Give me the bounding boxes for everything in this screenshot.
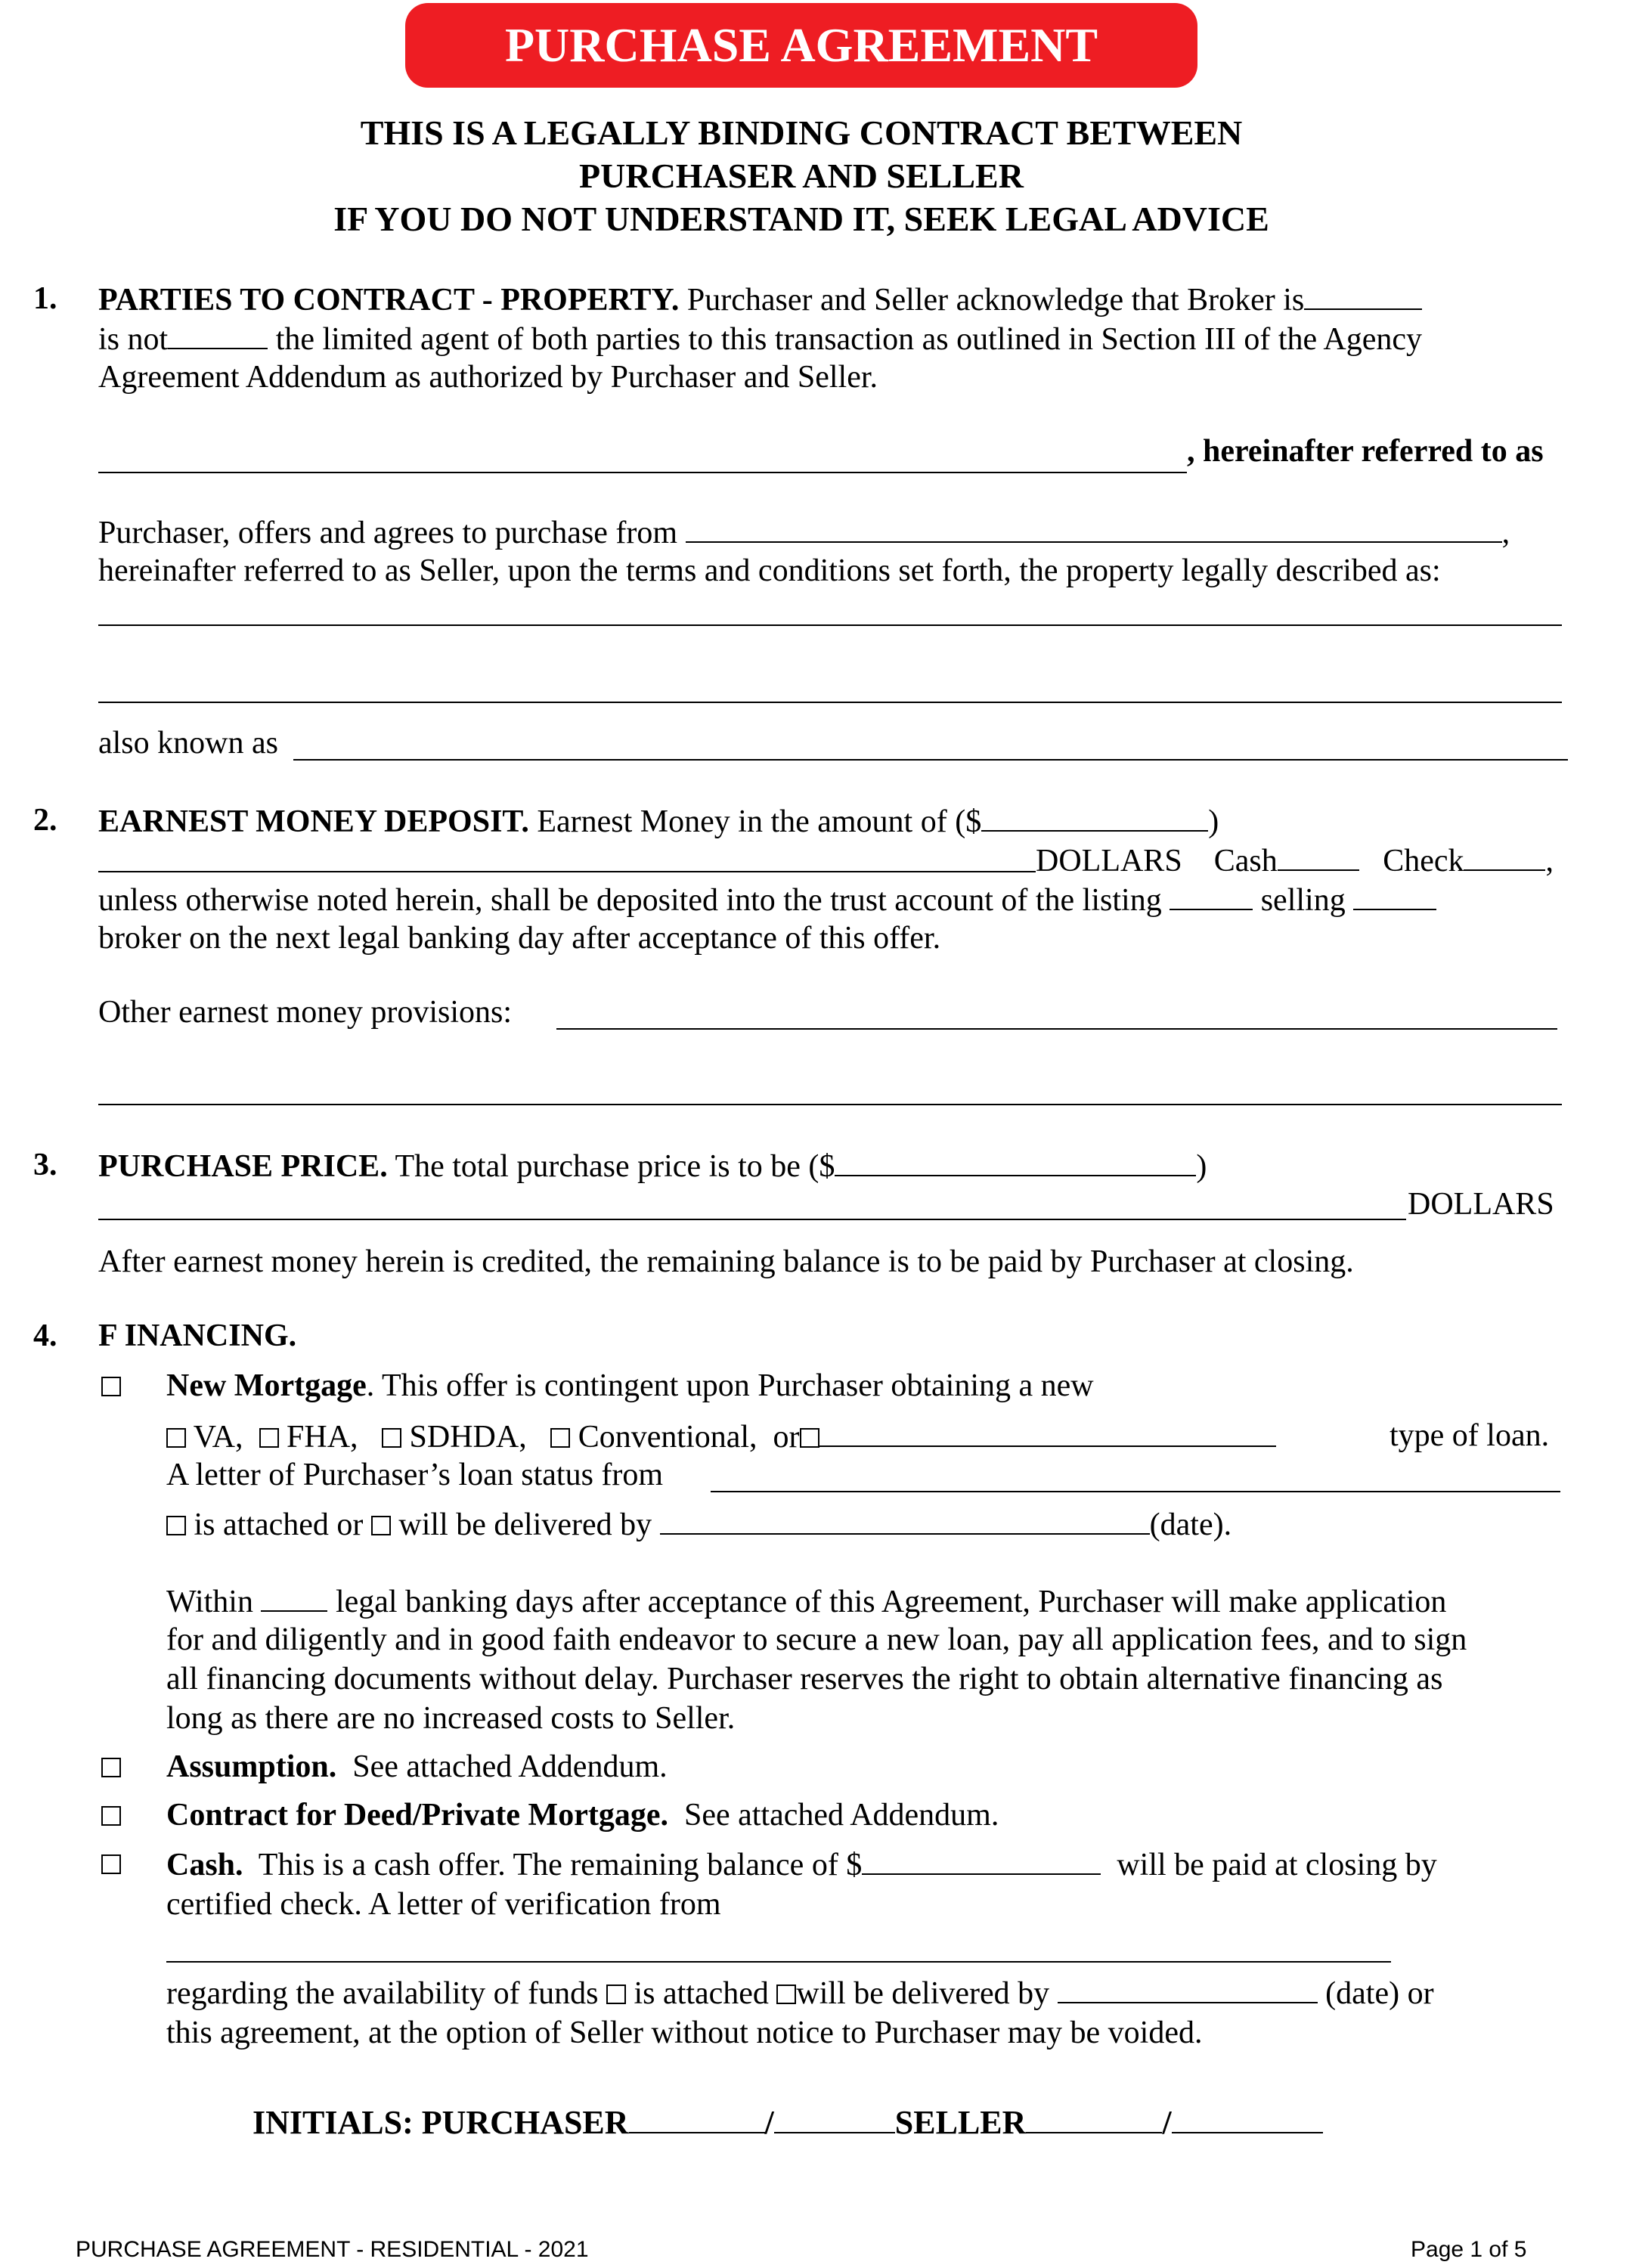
selling-broker-field[interactable] [1353,880,1436,910]
certified-line: certified check. A letter of verification from [166,1887,721,1922]
voided-line: this agreement, at the option of Seller without notice to Purchaser may be voided. [166,2015,1203,2050]
selling-label: selling [1260,883,1346,918]
checkbox-icon [166,1428,186,1448]
other-loan-type-field[interactable] [819,1417,1276,1447]
checkbox-icon [166,1516,186,1535]
other-provisions-line [98,993,512,1031]
lender-name-field[interactable] [711,1491,1560,1492]
conventional-option[interactable] [550,1420,757,1455]
funds-date-field[interactable] [1058,1973,1318,2003]
assumption-line [166,1748,668,1786]
checkbox-icon [101,1854,121,1874]
section-2-heading: EARNEST MONEY DEPOSIT. [98,804,529,839]
checkbox-icon [101,1806,121,1826]
or-label: or [773,1420,800,1455]
checkbox-icon [550,1428,570,1448]
earnest-check-comma: , [1545,844,1554,878]
purchase-price-words-field[interactable] [98,1219,1406,1220]
earnest-check-field[interactable] [1464,841,1545,871]
checkbox-icon [101,1758,121,1777]
initials-seller-label: SELLER [894,2104,1027,2141]
deed-text: See attached Addendum. [683,1798,999,1833]
section-1-number: 1. [33,281,57,316]
fha-option[interactable] [259,1420,358,1455]
section-1-text-2: the limited agent of both parties to this transaction as outlined in Section III of the Agency [275,322,1422,357]
new-mortgage-label: New Mortgage [166,1368,367,1403]
fha-label: FHA, [287,1420,358,1455]
checkbox-icon [382,1428,401,1448]
deed-label: Contract for Deed/Private Mortgage. [166,1798,668,1833]
section-1-text-1: Purchaser and Seller acknowledge that Broker is [686,283,1305,318]
assumption-text: See attached Addendum. [352,1749,668,1784]
type-of-loan-label: type of loan. [1390,1418,1550,1453]
cash-closing-text: will be paid at closing by [1117,1848,1437,1882]
hereinafter-purchaser [1187,432,1544,470]
broker-is-not-field[interactable] [168,319,268,349]
letter-from-label: A letter of Purchaser’s loan status from [166,1458,664,1492]
legal-description-line-2[interactable] [98,702,1562,703]
section-2-trust-text: unless otherwise noted herein, shall be deposited into the trust account of the listing [98,883,1162,918]
other-provisions-field-2[interactable] [98,1104,1562,1105]
status-delivery-line [166,1504,1232,1544]
within-line-4: long as there are no increased costs to Seller. [166,1701,736,1736]
purchase-price-balance: After earnest money herein is credited, the remaining balance is to be paid by Purchaser at closing. [98,1244,1354,1279]
sdhda-label: SDHDA, [409,1420,527,1455]
new-mortgage-text: . This offer is contingent upon Purchaser obtaining a new [366,1368,1094,1403]
will-be-delivered-checkbox[interactable] [371,1507,391,1542]
subtitle-line-2: PURCHASER AND SELLER [579,156,1024,195]
new-mortgage-checkbox[interactable] [101,1367,121,1405]
seller-initials-2[interactable] [1172,2103,1323,2133]
offers-text: Purchaser, offers and agrees to purchase from [98,516,678,550]
earnest-check-label: Check [1383,844,1464,878]
va-label: VA, [193,1420,243,1455]
is-attached-or-label: is attached or [194,1507,364,1542]
broker-is-field[interactable] [1304,280,1422,310]
section-1-line-1 [98,280,1422,319]
initials-slash-2: / [1162,2104,1172,2141]
seller-hereinafter-line: hereinafter referred to as Seller, upon the terms and conditions set forth, the property legally described as: [98,553,1441,588]
legal-description-line-1[interactable] [98,624,1562,626]
section-1-line-2 [98,319,1422,358]
funds-delivered-checkbox[interactable] [776,1976,796,2011]
checkbox-icon [259,1428,279,1448]
earnest-cash-label: Cash [1213,844,1278,878]
section-3-line-1 [98,1146,1207,1185]
listing-broker-field[interactable] [1170,880,1253,910]
purchase-price-dollars: DOLLARS [1408,1187,1554,1222]
cash-checkbox[interactable] [101,1845,121,1882]
assumption-label: Assumption. [166,1749,337,1784]
within-text: legal banking days after acceptance of this Agreement, Purchaser will make application [335,1585,1447,1619]
letter-from-line [166,1456,663,1494]
purchase-price-label: The total purchase price is to be ($ [395,1149,835,1184]
page-title: PURCHASE AGREEMENT [405,3,1197,88]
cash-balance-field[interactable] [862,1845,1101,1875]
other-loan-option[interactable] [773,1420,819,1455]
aka-label: also known as [98,726,278,761]
will-be-delivered-label: will be delivered by [398,1507,652,1542]
within-line-2: for and diligently and in good faith endeavor to secure a new loan, pay all application fees, and to sign [166,1622,1467,1657]
cash-label: Cash. [166,1848,243,1882]
checkbox-icon [101,1377,121,1396]
initials-slash-1: / [764,2104,774,2141]
section-3-number: 3. [33,1148,57,1182]
loan-type-line [166,1417,1276,1456]
section-2-line-2 [1036,841,1554,880]
funds-delivered-label: will be delivered by [796,1976,1050,2011]
footer-page-number: Page 1 of 5 [1411,2237,1527,2262]
date-or-label: (date) or [1325,1976,1434,2011]
funds-line [166,1973,1434,2012]
conventional-label: Conventional, [578,1420,757,1455]
cash-text: This is a cash offer. The remaining balance of $ [258,1848,863,1882]
funds-attached-checkbox[interactable] [606,1976,626,2011]
earnest-amount-field[interactable] [981,801,1208,832]
subtitle-line-1: THIS IS A LEGALLY BINDING CONTRACT BETWEEN [360,113,1243,152]
subtitle-line-3: IF YOU DO NOT UNDERSTAND IT, SEEK LEGAL ADVICE [333,200,1269,238]
is-attached-checkbox[interactable] [166,1507,186,1542]
seller-initials-1[interactable] [1026,2103,1162,2133]
va-option[interactable] [166,1420,243,1455]
within-label: Within [166,1585,253,1619]
offers-line [98,513,1510,552]
section-2-number: 2. [33,803,57,838]
section-2-line-1 [98,801,1219,841]
earnest-cash-field[interactable] [1278,841,1359,871]
section-2-line-3 [98,880,1436,919]
earnest-dollars-words-field[interactable] [98,871,1036,872]
hereinafter-text: , hereinafter referred to as [1187,434,1544,469]
initials-line [252,2103,1323,2142]
offers-comma: , [1501,516,1510,550]
earnest-amount-paren: ) [1208,804,1219,839]
verification-source-field[interactable] [166,1961,1391,1963]
assumption-checkbox[interactable] [101,1748,121,1786]
delivery-date-field[interactable] [660,1504,1150,1535]
section-1-heading: PARTIES TO CONTRACT - PROPERTY. [98,283,680,318]
cash-line [166,1845,1437,1884]
seller-name-field[interactable] [686,513,1502,543]
sdhda-option[interactable] [382,1420,527,1455]
date-label: (date). [1149,1507,1232,1542]
purchaser-name-field[interactable] [98,472,1187,473]
section-4-heading: F INANCING. [98,1318,297,1353]
purchaser-initials-2[interactable] [774,2103,895,2133]
section-4-number: 4. [33,1318,57,1353]
funds-attached-label: is attached [634,1976,769,2011]
section-1-is-not: is not [98,322,169,357]
deed-checkbox[interactable] [101,1796,121,1834]
purchase-price-field[interactable] [835,1146,1196,1176]
section-2-amount-label: Earnest Money in the amount of ($ [537,804,982,839]
within-days-field[interactable] [261,1582,327,1612]
footer-form-name: PURCHASE AGREEMENT - RESIDENTIAL - 2021 [76,2237,589,2262]
within-line-1 [166,1582,1446,1621]
aka-field[interactable] [293,759,1568,761]
regarding-label: regarding the availability of funds [166,1976,599,2011]
earnest-dollars-label: DOLLARS [1036,844,1182,878]
purchaser-initials-1[interactable] [629,2103,765,2133]
section-1-line-3: Agreement Addendum as authorized by Purchaser and Seller. [98,360,878,395]
checkbox-icon [776,1984,796,2004]
section-3-heading: PURCHASE PRICE. [98,1149,388,1184]
within-line-3: all financing documents without delay. Purchaser reserves the right to obtain alternative financing as [166,1662,1443,1696]
section-2-line-4: broker on the next legal banking day after acceptance of this offer. [98,921,941,956]
new-mortgage-line [166,1367,1094,1405]
other-provisions-label: Other earnest money provisions: [98,995,513,1030]
checkbox-icon [371,1516,391,1535]
other-provisions-field[interactable] [556,1028,1557,1030]
checkbox-icon [800,1428,819,1448]
initials-purchaser-label: INITIALS: PURCHASER [252,2104,629,2141]
deed-line [166,1796,999,1834]
checkbox-icon [606,1984,626,2004]
purchase-price-paren: ) [1196,1149,1207,1184]
